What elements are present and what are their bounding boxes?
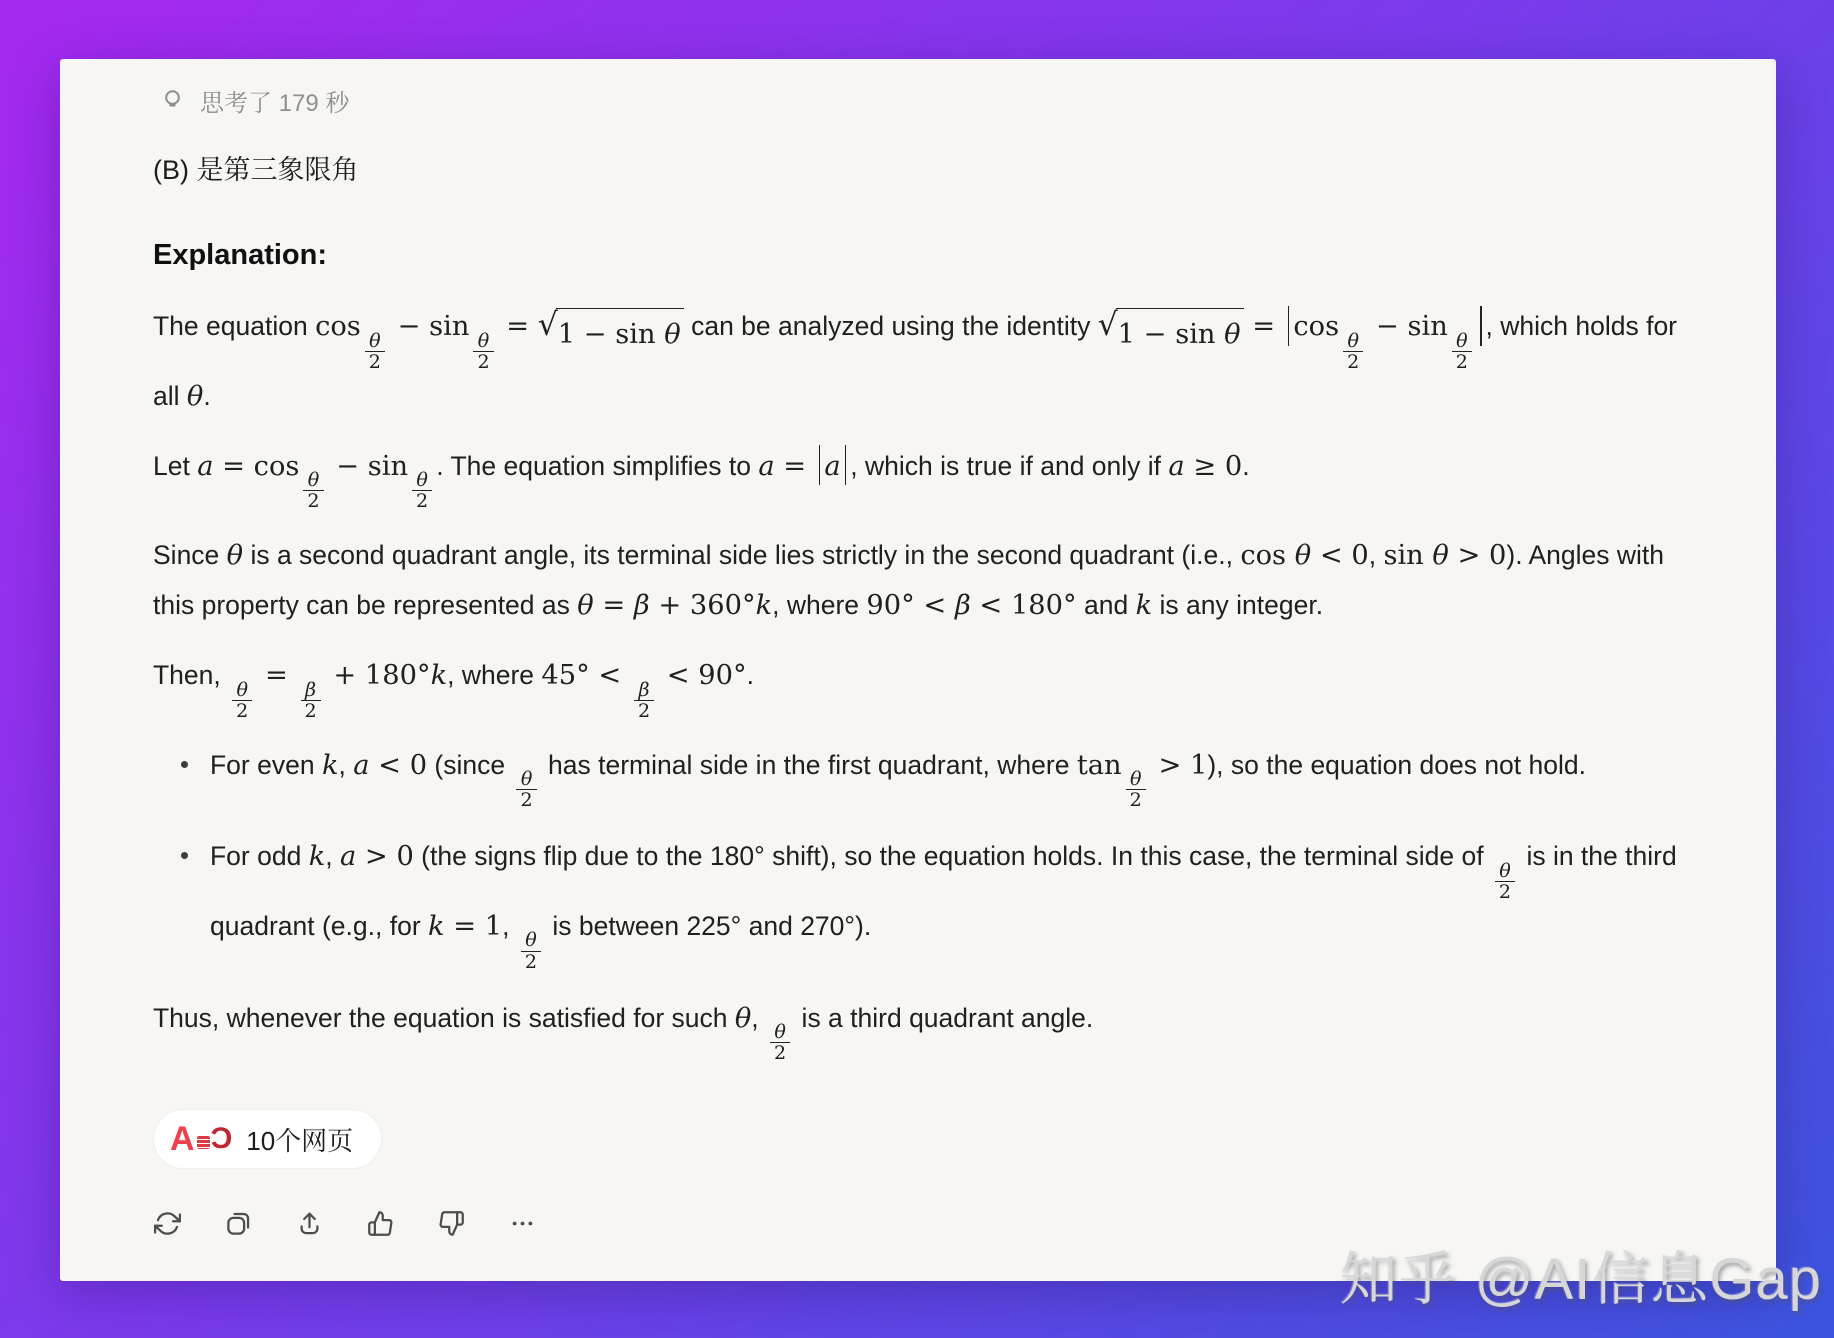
paragraph: [153, 302, 1706, 422]
math-run: < 0: [369, 749, 428, 781]
bullet-item: [153, 832, 1706, 971]
thumbs-up-icon: [367, 1210, 394, 1237]
math-var: a: [1168, 450, 1185, 482]
text-run: For odd: [210, 841, 309, 872]
share-button[interactable]: [289, 1203, 329, 1243]
text-run: For even: [210, 749, 322, 780]
text-run: ,: [751, 1002, 767, 1033]
fraction: $\frac{\beta}{2}$: [634, 680, 654, 721]
fraction: $\frac{\theta}{2}$: [521, 930, 541, 971]
math-var: θ: [1224, 319, 1241, 350]
paragraph: [153, 442, 1706, 512]
math-run: =: [1243, 311, 1284, 342]
text-run: is in the third quadrant (e.g., for: [210, 841, 1677, 941]
text-run: Thus, whenever the equation is satisfied for such: [153, 1002, 735, 1033]
text-run: , which holds for all: [153, 311, 1678, 411]
math-var: a: [197, 450, 214, 482]
bullet-text: [210, 832, 1706, 971]
text-run: ,: [502, 910, 517, 941]
text-run: ). Angles with this property can be represented as: [153, 540, 1665, 621]
text-run: ,: [338, 749, 354, 780]
math-var: θ: [577, 590, 594, 622]
regenerate-button[interactable]: [147, 1203, 187, 1243]
paragraph: [153, 651, 1706, 721]
math-var: θ: [1432, 540, 1449, 572]
text-run: is any integer.: [1152, 590, 1324, 621]
math-var: a: [353, 749, 370, 781]
math-var: k: [428, 910, 445, 942]
thinking-duration-label: 思考了 179 秒: [200, 90, 350, 117]
math-var: k: [321, 749, 339, 781]
math-var: a: [824, 450, 841, 482]
abs-bar: [845, 445, 847, 485]
math-run: 1 − sin: [557, 319, 665, 350]
thumbs-down-icon: [438, 1210, 465, 1237]
fraction: $\frac{\theta}{2}$: [1495, 861, 1515, 902]
text-run: Let: [153, 450, 198, 481]
text-run: (since: [427, 749, 513, 780]
explanation-heading: Explanation:: [153, 239, 328, 271]
fraction: $\frac{\theta}{2}$: [516, 769, 536, 810]
square-root: √ 1 − sin θ: [538, 308, 684, 360]
square-root: √ 1 − sin θ: [1098, 308, 1244, 360]
math-var: k: [308, 841, 326, 873]
bullet-dot: [181, 761, 188, 768]
sources-button[interactable]: [153, 1109, 382, 1169]
text-run: has terminal side in the first quadrant, where: [540, 749, 1077, 780]
math-run: = cos: [213, 450, 300, 482]
sources-count-label: 10个网页: [246, 1125, 354, 1156]
math-var: θ: [186, 380, 204, 412]
fraction: $\frac{\theta}{2}$: [303, 470, 323, 511]
fraction: $\frac{\theta}{2}$: [1126, 769, 1146, 810]
text-run: .: [203, 380, 211, 411]
math-var: k: [755, 590, 773, 622]
fraction: $\frac{\beta}{2}$: [301, 680, 321, 721]
math-run: 45° <: [541, 660, 630, 692]
math-run: 90° <: [866, 590, 955, 622]
math-run: < 180°: [970, 590, 1077, 622]
math-run: − sin: [1367, 311, 1448, 342]
copy-icon: [225, 1210, 252, 1237]
math-run: > 0: [356, 841, 414, 873]
copy-button[interactable]: [218, 1203, 258, 1243]
math-run: 1 − sin: [1117, 319, 1225, 350]
math-run: > 0: [1448, 540, 1507, 572]
lightbulb-icon: [159, 87, 186, 114]
chat-response-card: [60, 59, 1776, 1281]
text-run: ,: [325, 841, 340, 872]
math-var: k: [1135, 590, 1153, 622]
paragraph: [153, 994, 1706, 1064]
text-run: (the signs flip due to the 180° shift), so the equation holds. In this case, the terminal side of: [413, 841, 1491, 872]
math-run: − sin: [388, 311, 470, 342]
source-favicons: [170, 1120, 233, 1159]
math-run: < 0: [1311, 540, 1369, 572]
math-run: − sin: [327, 450, 409, 482]
math-run: + 360°: [649, 590, 756, 622]
source-logo-a-icon: A: [170, 1120, 195, 1159]
text-run: can be analyzed using the identity: [683, 311, 1098, 341]
text-run: ,: [1368, 540, 1384, 571]
text-run: Then,: [153, 660, 229, 691]
abs-bar: [1480, 306, 1482, 346]
text-run: .: [1242, 450, 1250, 481]
bullet-item: [153, 741, 1706, 811]
math-run: cos: [1293, 311, 1340, 342]
regenerate-icon: [154, 1210, 181, 1237]
math-var: β: [633, 590, 650, 622]
text-run: , where: [772, 590, 867, 621]
text-run: is a third quadrant angle.: [794, 1002, 1094, 1033]
explanation-body: [153, 302, 1706, 1063]
paragraph: [153, 531, 1706, 631]
fraction: $\frac{\theta}{2}$: [232, 680, 252, 721]
math-run: =: [593, 590, 634, 622]
text-run: . The equation simplifies to: [436, 450, 759, 481]
math-run: = 1: [444, 910, 503, 942]
math-var: θ: [1294, 540, 1312, 572]
text-run: , which is true if and only if: [850, 450, 1169, 481]
math-run: > 1: [1149, 749, 1208, 781]
text-run: .: [746, 660, 755, 691]
fraction: $\frac{\theta}{2}$: [1343, 331, 1363, 372]
math-run: sin: [1383, 540, 1433, 572]
bullet-dot: [181, 852, 188, 859]
math-run: cos: [315, 311, 361, 342]
text-run: ), so the equation does not hold.: [1207, 749, 1586, 780]
math-run: + 180°: [324, 660, 431, 692]
upload-icon: [296, 1210, 323, 1237]
text-run: and: [1076, 590, 1136, 621]
more-button[interactable]: [502, 1203, 542, 1243]
math-run: =: [256, 660, 297, 692]
dislike-button[interactable]: [431, 1203, 471, 1243]
math-var: θ: [226, 540, 244, 572]
text-run: Since: [153, 540, 227, 571]
fraction: $\frac{\theta}{2}$: [1452, 331, 1472, 372]
fraction: $\frac{\theta}{2}$: [412, 470, 432, 511]
answer-text: (B) 是第三象限角: [153, 155, 359, 185]
math-var: a: [339, 841, 357, 873]
more-icon: [509, 1210, 536, 1237]
like-button[interactable]: [360, 1203, 400, 1243]
thinking-duration-toggle[interactable]: [159, 83, 349, 118]
text-run: The equation: [153, 311, 316, 341]
math-var: a: [758, 450, 775, 482]
fraction: $\frac{\theta}{2}$: [365, 331, 385, 372]
text-run: is a second quadrant angle, its terminal side lies strictly in the second quadrant (i.e.,: [243, 540, 1241, 571]
bullet-text: [210, 741, 1706, 811]
math-run: =: [497, 311, 538, 342]
text-run: is between 225° and 270°).: [545, 910, 872, 941]
math-run: ≥ 0: [1184, 450, 1243, 482]
abs-bar: [1288, 306, 1290, 346]
source-logo-badge-icon: [197, 1136, 210, 1149]
math-run: =: [774, 450, 815, 482]
math-run: cos: [1240, 540, 1295, 572]
abs-bar: [819, 445, 821, 485]
math-var: β: [954, 590, 971, 622]
source-logo-c-icon: Ɔ: [210, 1122, 233, 1156]
fraction: $\frac{\theta}{2}$: [770, 1022, 790, 1063]
math-var: θ: [664, 319, 681, 350]
watermark: 知乎 @AI信息Gap: [1339, 1247, 1822, 1312]
fraction: $\frac{\theta}{2}$: [473, 331, 493, 372]
math-run: < 90°: [658, 660, 747, 692]
math-run: tan: [1076, 749, 1122, 781]
text-run: , where: [447, 660, 542, 691]
math-var: k: [430, 660, 448, 692]
math-var: θ: [734, 1002, 752, 1034]
